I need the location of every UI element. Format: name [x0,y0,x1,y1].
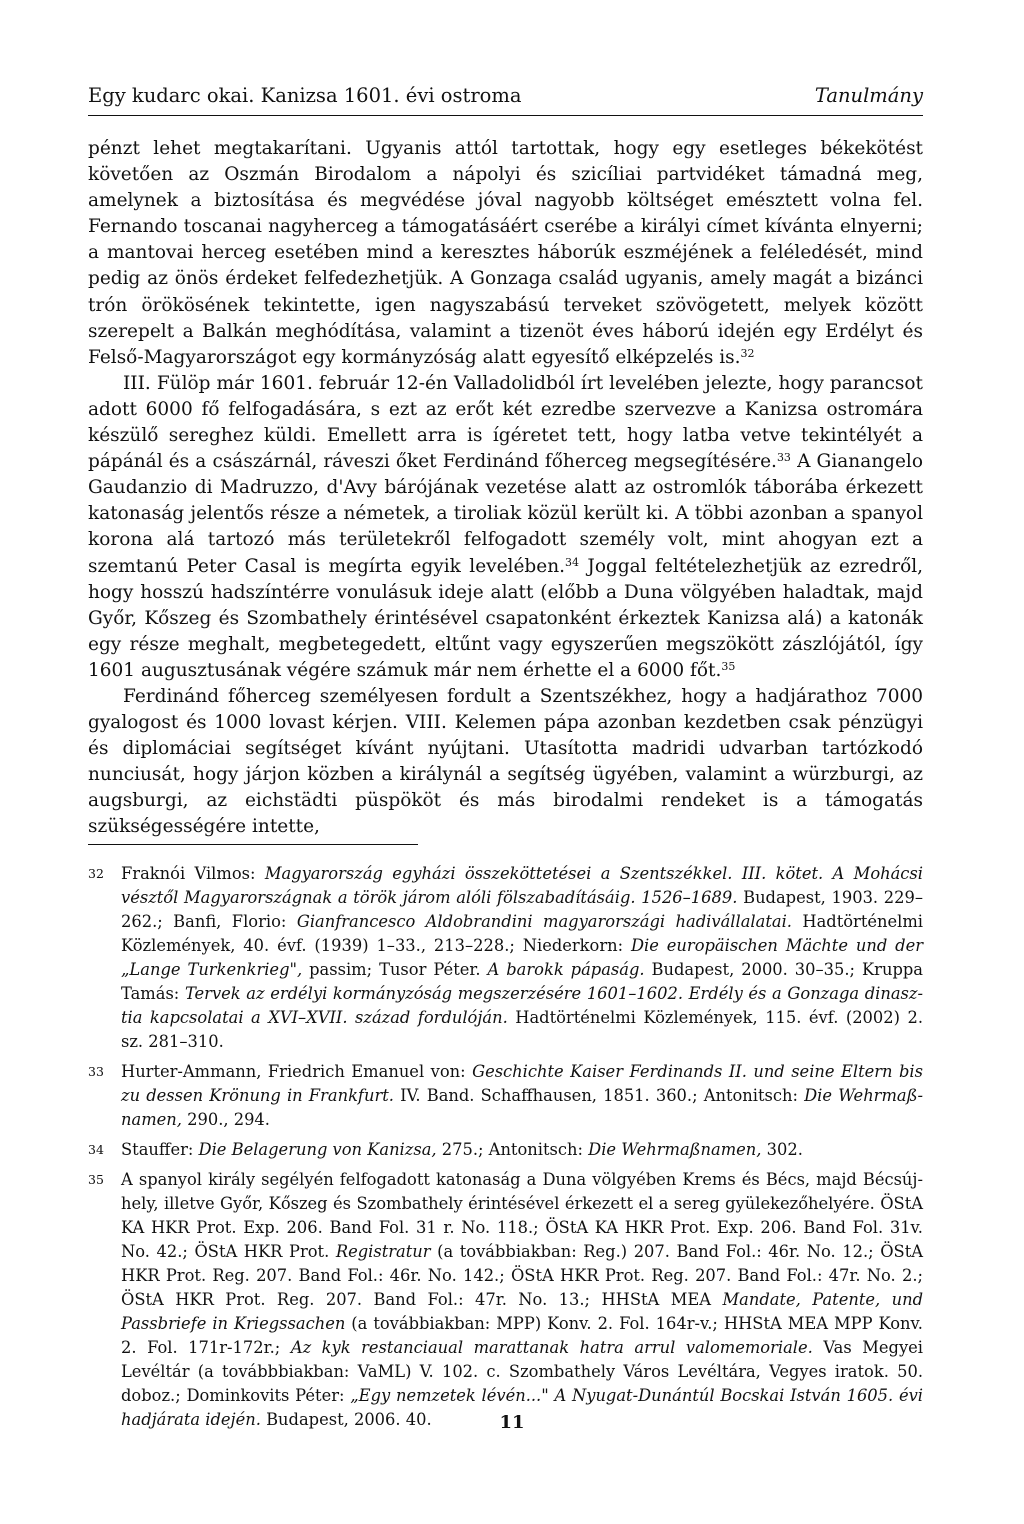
paragraph-3 [88,684,923,841]
footnote-text: 290., 294. [181,1110,270,1129]
footnote-rule [88,844,418,845]
footnote-number: 33 [88,1064,104,1079]
running-header [88,84,923,116]
text-run: pénzt lehet megtakarítani. Ugyanis attól tartottak, hogy egy esetleges békekötést követően az Oszmán Birodalom a nápolyi és szicíliai partvidéket támadná meg, amelynek a biztosítása és megvédése jóval nagyobb költséget emésztett volna fel. Fernando toscanai nagyherceg a támogatásáért cserébe a királyi címet kívánta elnyerni; a mantovai herceg esetében mind a keresztes háborúk eszméjének a feléledését, mind pedig az önös érdeket felfedezhetjük. A Gonzaga család ugyanis, amely magát a bizánci trón örökösének tekintette, igen nagyszabású terveket szövögetett, melyek között szerepelt a Balkán meghódítása, valamint a tizenöt éves háború idején egy Erdélyt és Felső-Magyarországot egy kormányzóság alatt egyesítő elképzelés is. [88,138,923,368]
footnote-text: 302. [761,1140,803,1159]
footnote-text: Budapest, 2000. 30–35.; Kruppa Tamás: [121,960,923,1003]
footnote-title: Die Wehrmaßnamen, [121,1086,923,1129]
footnote [88,1168,923,1432]
footnote-text: A spanyol király segélyén felfogadott katonaság a Duna völgyében Krems és Bécs, majd Bécsújhely, illetve Győr, Kőszeg és Szombathely érintésével érkezett el a sereg gyülekezőhelyére. ÖStA KA HKR Prot. Exp. 206. Band Fol. 31 r. No. 118.; ÖStA KA HKR Prot. Exp. 206. Band Fol. 31v. No. 42.; ÖStA HKR Prot. [121,1170,923,1261]
footnote-title: Die Belagerung von Kanizsa, [198,1140,437,1159]
footnote-ref: 32 [740,346,755,360]
running-title: Egy kudarc okai. Kanizsa 1601. évi ostroma [88,84,522,107]
paragraph-2 [88,371,923,684]
footnote-title: Tervek az erdélyi kormányzóság megszerzésére 1601–1602. Erdély és a Gonzaga dinasztia kapcsolatai a XVI–XVII. század fordulóján. [121,984,923,1027]
footnotes [88,862,923,1438]
paragraph-1 [88,136,923,371]
footnote-title: Az kyk restanciaual marattanak hatra arrul valomemoriale. [290,1338,813,1357]
footnote-ref: 34 [565,555,580,569]
footnote-text: Budapest, 2006. 40. [260,1410,432,1429]
text-run: III. Fülöp már 1601. február 12-én Valladolidból írt levelében jelezte, hogy parancsot adott 6000 fő felfogadására, s ezt az erőt két ezredbe szervezve a Kanizsa ostromára készülő sereghez küldi. Emellett arra is ígéretet tett, hogy latba vetve tekintélyét a pápánál és a császárnál, ráveszi őket Ferdinánd főherceg megsegítésére. [88,372,923,473]
footnote-title: Geschichte Kaiser Ferdinands II. und seine Eltern bis zu dessen Krönung in Frankfurt. [121,1062,923,1105]
footnote-title: Magyarország egyházi összeköttetései a Szentszékkel. III. kötet. A Mohácsi vésztől Magyarországnak a török járom alóli fölszabadításáig. 1526–1689. [121,864,923,907]
footnote [88,862,923,1054]
footnote-text: Budapest, 1903. 229–262.; Banfi, Florio: [121,888,923,931]
footnote-ref: 33 [776,451,791,465]
footnote-text: Hurter-Ammann, Friedrich Emanuel von: [121,1062,473,1081]
footnote [88,1138,923,1162]
footnote-ref: 35 [721,659,736,673]
section-label: Tanulmány [814,84,923,107]
footnote-text: passim; Tusor Péter. [302,960,488,979]
footnote-text: Hadtörténelmi Közlemények, 40. évf. (1939) 1–33., 213–228.; Niederkorn: [121,912,923,955]
footnote [88,1060,923,1132]
page-number: 11 [499,1412,525,1433]
footnote-title: A barokk pápaság. [487,960,645,979]
footnote-title: Die europäischen Mächte und der „Lange Turkenkrieg", [121,936,923,979]
footnote-text: (a továbbiakban: MPP) Konv. 2. Fol. 164r-v.; HHStA MEA MPP Konv. 2. Fol. 171r-172r.; [121,1314,923,1357]
footnote-text: Stauffer: [121,1140,199,1159]
footnote-text: (a továbbiakban: Reg.) 207. Band Fol.: 46r. No. 12.; ÖStA HKR Prot. Reg. 207. Band Fol.: 46r. No. 142.; ÖStA HKR Prot. Reg. 207. Band Fol.: 47r. No. 2.; ÖStA HKR Prot. Reg. 207. Band Fol.: 47r. No. 13.; HHStA MEA [121,1242,923,1309]
footnote-title: Registratur [335,1242,431,1261]
footnote-title: Die Wehrmaßnamen, [588,1140,762,1159]
footnote-text: IV. Band. Schaffhausen, 1851. 360.; Antonitsch: [393,1086,805,1105]
footnote-text: Fraknói Vilmos: [121,864,265,883]
footnote-title: Gianfrancesco Aldobrandini magyarországi hadivállalatai. [296,912,792,931]
footnote-text: 275.; Antonitsch: [436,1140,589,1159]
text-run: A Gianangelo Gaudanzio di Madruzzo, d'Avy bárójának vezetése alatt az ostromlók táborába érkezett katonaság jelentős része a németek, a tiroliak közül került ki. A többi azonban a spanyol korona alá tartozó más területekről felfogadott személy volt, mint ahogyan ezt a szemtanú Peter Casal is megírta egyik levelében. [88,451,923,577]
footnote-text: Vas Megyei Levéltár (a továbbbiakban: VaML) V. 102. c. Szombathely Város Levéltára, Vegyes iratok. 50. doboz.; Dominkovits Péter: [121,1338,923,1405]
footnote-title: „Egy nemzetek lévén..." A Nyugat-Dunántúl Bocskai István 1605. évi hadjárata idején. [121,1386,923,1429]
text-run: Ferdinánd főherceg személyesen fordult a Szentszékhez, hogy a hadjárathoz 7000 gyalogost és 1000 lovast kérjen. VIII. Kelemen pápa azonban kezdetben csak pénzügyi és diplomáciai segítséget kívánt nyújtani. Utasította madridi udvarban tartózkodó nunciusát, hogy járjon közben a királynál a segítség ügyében, valamint a würzburgi, az augsburgi, az eichstädti püspököt és más birodalmi rendeket is a támogatás szükségességére intette, [88,685,923,838]
footnote-title: Mandate, Patente, und Passbriefe in Kriegssachen [121,1290,923,1333]
footnote-number: 32 [88,866,104,881]
main-text [88,136,923,841]
footnote-text: Hadtörténelmi Közlemények, 115. évf. (2002) 2. sz. 281–310. [121,1008,923,1051]
footnote-number: 34 [88,1142,104,1157]
text-run: Joggal feltételezhetjük az ezredről, hogy hosszú hadszíntérre vonulásuk ideje alatt (előbb a Duna völgyében haladtak, majd Győr, Kőszeg és Szombathely érintésével csapatonként érkeztek Kanizsa alá) a katonák egy része meghalt, megbetegedett, eltűnt vagy egyszerűen megszökött zászlójától, így 1601 augusztusának végére számuk már nem érhette el a 6000 főt. [88,555,924,681]
footnote-number: 35 [88,1172,104,1187]
